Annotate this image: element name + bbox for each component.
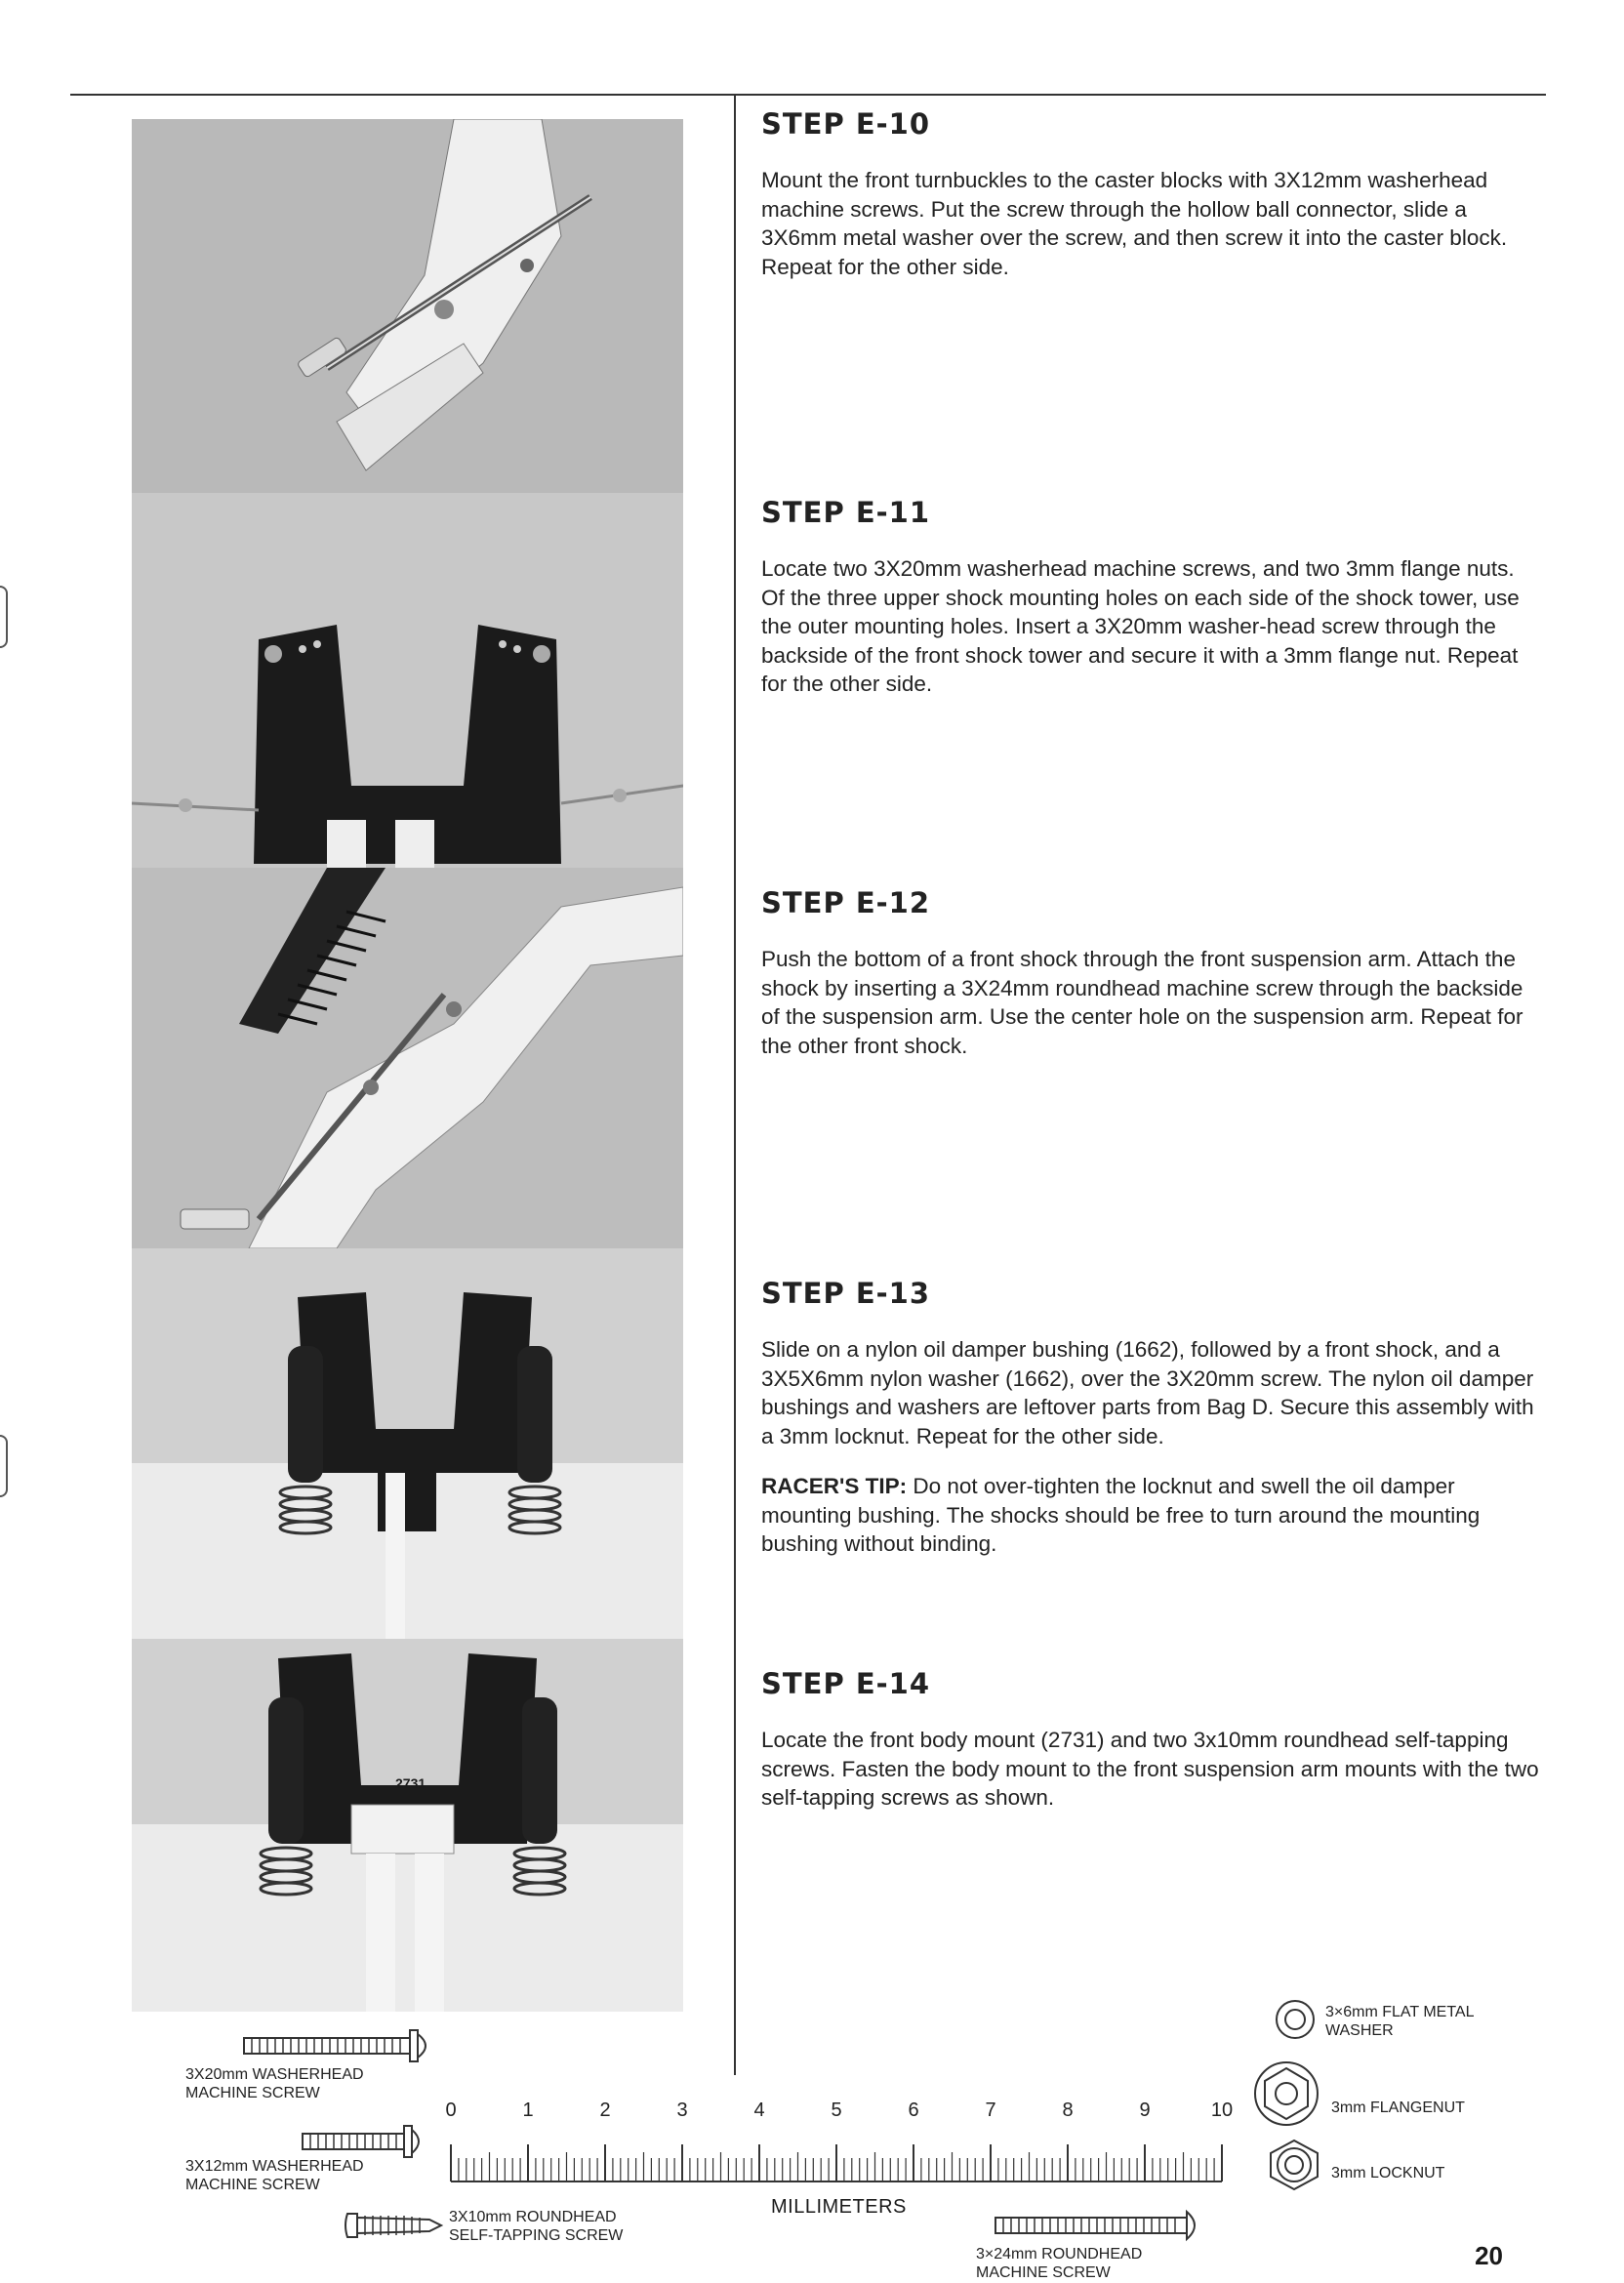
scale-label: MILLIMETERS [771,2196,907,2218]
step-text: Mount the front turnbuckles to the caster blocks with 3X12mm washerhead machine screws. Put the screw through the hollow ball connector, slide a 3X6mm metal washer over the screw, and then screw it into the caster block. Repeat for the other side. [761,168,1508,279]
screw-3x24-label: 3×24mm ROUNDHEAD MACHINE SCREW [976,2246,1143,2281]
top-rule [70,94,1546,96]
step-e14 [761,1667,1542,1834]
scale-number: 1 [522,2100,534,2121]
scale-number: 0 [445,2100,457,2121]
screw-3x24-roundhead-icon [994,2208,1208,2243]
tip-text: Do not over-tighten the locknut and swell the oil damper mounting bushing. The shocks should be free to turn around the mounting bushing without binding. [761,1474,1481,1556]
scale-number: 5 [831,2100,842,2121]
step-title: STEP E-14 [761,1667,931,1700]
screw-3x20-label: 3X20mm WASHERHEAD MACHINE SCREW [185,2066,364,2101]
binding-mark [0,586,8,648]
column-divider [734,96,736,2075]
step-text: Locate the front body mount (2731) and two 3x10mm roundhead self-tapping screws. Fasten the body mount to the front suspension arm mounts with the two self-tapping screws as shown. [761,1728,1539,1810]
page-number: 20 [1475,2241,1503,2270]
scale-number: 6 [908,2100,919,2121]
scale-number: 3 [676,2100,688,2121]
screw-3x10-self-tapping-icon [344,2208,451,2243]
flat-washer-label: 3×6mm FLAT METAL WASHER [1325,2004,1475,2039]
step-title: STEP E-11 [761,496,931,529]
step-e13 [761,1277,1542,1580]
step-e10 [761,107,1542,303]
step-text: Slide on a nylon oil damper bushing (1662), followed by a front shock, and a 3X5X6mm nylon washer (1662), over the 3X20mm screw. The nylon oil damper bushings and washers are leftover parts from Bag D. Secure this assembly with a 3mm locknut. Repeat for the other side. [761,1337,1534,1448]
scale-number: 2 [599,2100,611,2121]
step-text: Locate two 3X20mm washerhead machine screws, and two 3mm flange nuts. Of the three upper shock mounting holes on each side of the shock tower, use the outer mounting holes. Insert a 3X20mm washer-head screw through the backside of the front shock tower and secure it with a 3mm flange nut. Repeat for the other side. [761,556,1520,696]
scale-number: 9 [1139,2100,1151,2121]
photo-step-e13 [132,1248,683,1639]
step-title: STEP E-13 [761,1277,931,1310]
locknut-label: 3mm LOCKNUT [1331,2165,1445,2181]
screw-3x20-icon [242,2026,437,2065]
step-e12 [761,886,1542,1081]
tip-label: RACER'S TIP: [761,1474,908,1498]
screw-3x12-icon [301,2122,427,2161]
step-title: STEP E-12 [761,886,931,919]
flat-washer-icon [1274,1998,1317,2041]
scale-number: 7 [985,2100,996,2121]
scale-number: 4 [753,2100,765,2121]
flangenut-label: 3mm FLANGENUT [1331,2100,1465,2116]
step-text: Push the bottom of a front shock through the front suspension arm. Attach the shock by inserting a 3X24mm roundhead machine screw through the backside of the suspension arm. Use the center hole on the suspension arm. Repeat for the other front shock. [761,947,1523,1058]
binding-mark [0,1435,8,1497]
step-title: STEP E-10 [761,107,931,141]
millimeter-scale [429,2099,1269,2206]
screw-3x12-label: 3X12mm WASHERHEAD MACHINE SCREW [185,2158,364,2193]
racers-tip [761,1472,1542,1559]
scale-number: 10 [1210,2100,1234,2121]
step-e11 [761,496,1542,720]
body-mount-part-label: 2731 [395,1775,426,1791]
screw-3x10-label: 3X10mm ROUNDHEAD SELF-TAPPING SCREW [449,2209,624,2244]
photo-step-e12 [132,868,683,1248]
scale-number: 8 [1062,2100,1074,2121]
photo-step-e14 [132,1639,683,2012]
photo-step-e11 [132,493,683,868]
locknut-icon [1265,2138,1323,2192]
photo-step-e10 [132,119,683,493]
flangenut-icon [1249,2059,1323,2128]
